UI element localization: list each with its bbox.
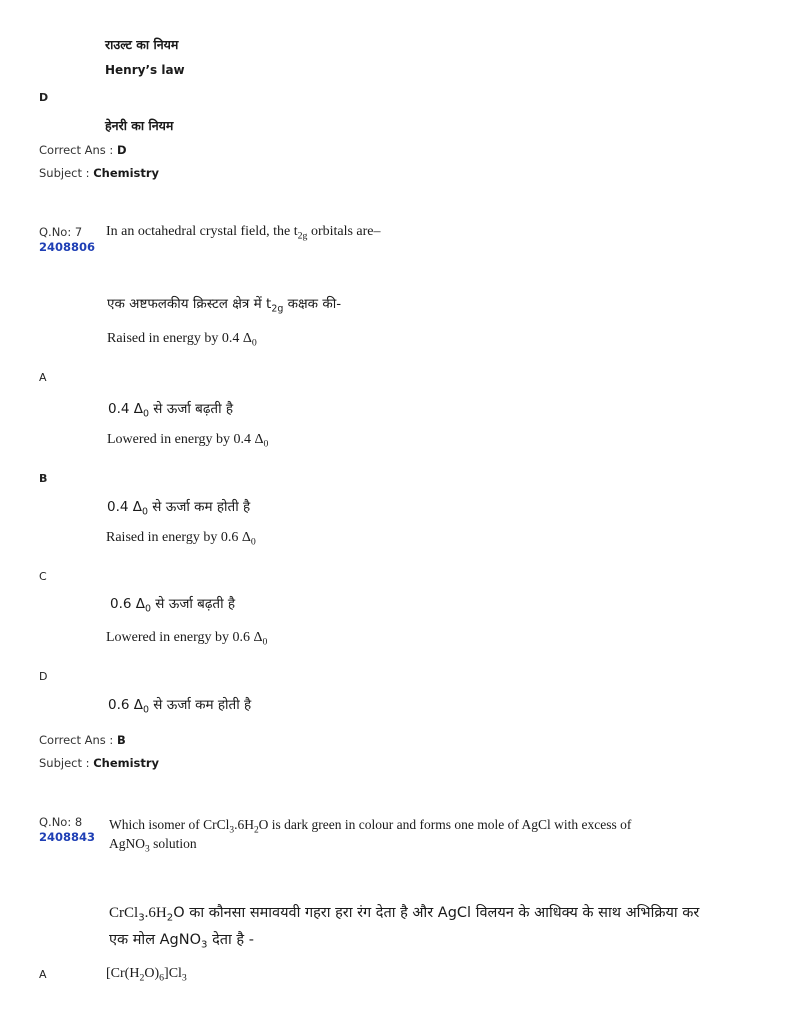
q7-subject (39, 756, 159, 770)
option-d-letter: D (39, 670, 48, 683)
option-c-letter: C (39, 570, 47, 583)
question-text-hindi-line2: एक मोल AgNO$_3$ देता है - (109, 932, 254, 951)
option-b-letter: B (39, 472, 48, 485)
correct-value: B (116, 733, 126, 747)
question-id: 2408806 (39, 240, 96, 254)
subject-label: Subject : (39, 166, 90, 180)
option-a-letter: A (39, 371, 47, 384)
option-c-hindi: 0.6 $\Delta_0$ से ऊर्जा बढ़ती है (110, 596, 236, 615)
q6-correct-answer (39, 143, 127, 157)
q6-option-c-hindi: राउल्ट का नियम (105, 37, 179, 52)
correct-value: D (116, 143, 127, 157)
option-a-english: Raised in energy by 0.4 $\Delta_0$ (107, 331, 257, 349)
option-a-letter: A (39, 968, 47, 981)
option-a-hindi: 0.4 $\Delta_0$ से ऊर्जा बढ़ती है (108, 401, 234, 420)
q7-correct-answer (39, 733, 126, 747)
option-a-formula: $[Cr(H_2O)_6]Cl_3$ (106, 966, 187, 984)
question-text-english-line2: AgNO$_3$ solution (109, 836, 197, 855)
correct-label: Correct Ans : (39, 143, 114, 157)
question-text-hindi: एक अष्टफलकीय क्रिस्टल क्षेत्र में $t_{2g}$ कक्षक की- (107, 296, 342, 315)
option-c-english: Raised in energy by 0.6 $\Delta_0$ (106, 530, 256, 548)
question-text-english: In an octahedral crystal field, the $t_{2g}$ orbitals are– (106, 224, 381, 242)
q6-option-d-letter: D (39, 91, 49, 104)
question-id: 2408843 (39, 830, 96, 844)
subject-value: Chemistry (93, 166, 160, 180)
question-text-english-line1: Which isomer of $CrCl_3.6H_2O$ is dark green in colour and forms one mole of AgCl with excess of (109, 817, 632, 836)
correct-label: Correct Ans : (39, 733, 114, 747)
option-b-hindi: 0.4 $\Delta_0$ से ऊर्जा कम होती है (107, 499, 251, 518)
subject-value: Chemistry (93, 756, 160, 770)
question-number: Q.No: 7 (39, 225, 83, 239)
option-d-english: Lowered in energy by 0.6 $\Delta_0$ (106, 630, 268, 648)
q6-option-d-english: Henry’s law (105, 63, 185, 77)
question-text-hindi-line1: $CrCl_3.6H_2O$ का कौनसा समावयवी गहरा हरा रंग देता है और AgCl विलयन के आधिक्य के साथ अभिक्रिया कर (109, 905, 700, 924)
subject-label: Subject : (39, 756, 90, 770)
option-d-hindi: 0.6 $\Delta_0$ से ऊर्जा कम होती है (108, 697, 252, 716)
q6-option-d-hindi: हेनरी का नियम (105, 118, 174, 133)
question-number: Q.No: 8 (39, 815, 83, 829)
q6-subject (39, 166, 159, 180)
option-b-english: Lowered in energy by 0.4 $\Delta_0$ (107, 432, 269, 450)
